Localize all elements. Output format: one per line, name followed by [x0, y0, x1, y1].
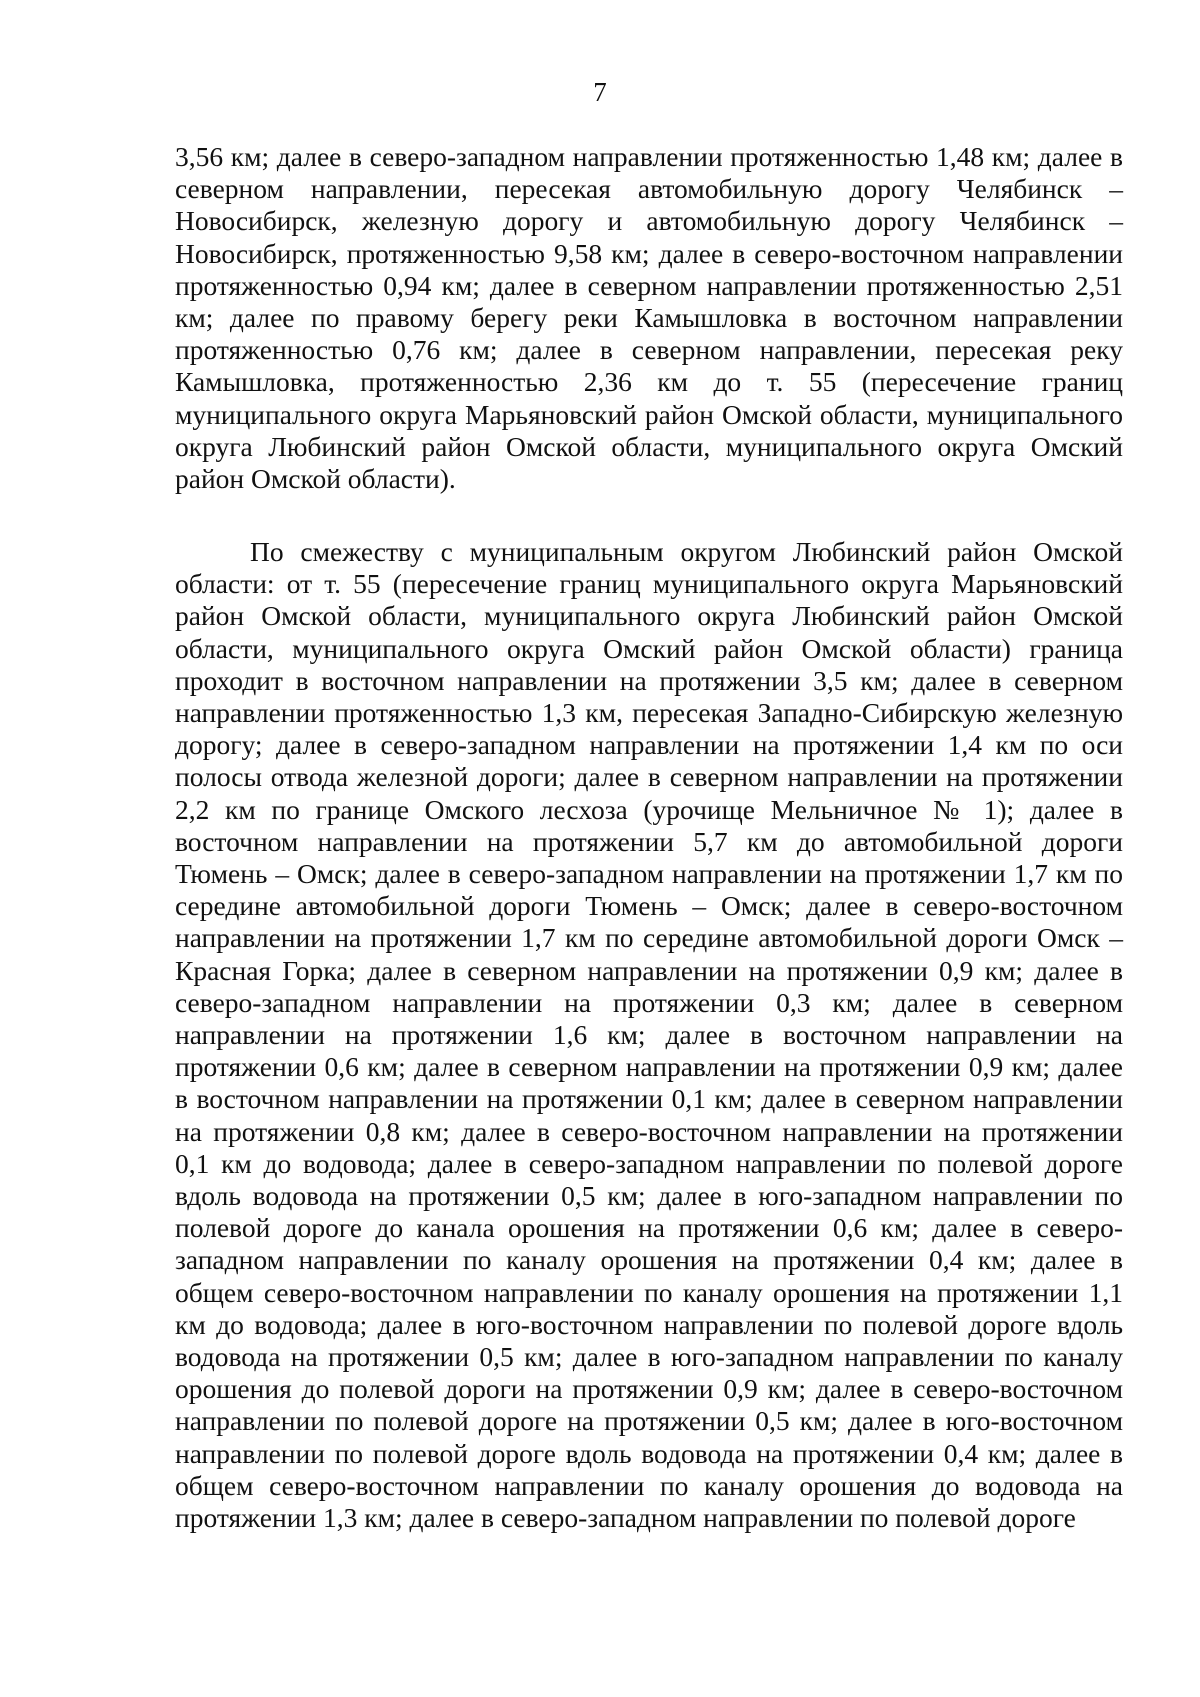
paragraph-text: 3,56 км; далее в северо-западном направлении протяженностью 1,48 км; далее в северном направлении, пересекая автомобильную дорогу Челябинск – Новосибирск, железную дорогу и автомобильную дорогу Челябинск – Новосибирск, протяженностью 9,58 км; далее в северо-восточном направлении протяженностью 0,94 км; далее в северном направлении протяженностью 2,51 км; далее по правому берегу реки Камышловка в восточном направлении протяженностью 0,76 км; далее в северном направлении, пересекая реку Камышловка, протяженностью 2,36 км до т. 55 (пересечение границ муниципального округа Марьяновский район Омской области, муниципального округа Любинский район Омской области, муниципального округа Омский район Омской области).	[175, 141, 1123, 495]
paragraph-lyubinsky-border	[175, 536, 1123, 1534]
paragraph-text: По смежеству с муниципальным округом Любинский район Омской области: от т. 55 (пересечение границ муниципального округа Марьяновский район Омской области, муниципального округа Любинский район Омской области, муниципального округа Омский район Омской области) граница проходит в восточном направлении на протяжении 3,5 км; далее в северном направлении протяженностью 1,3 км, пересекая Западно-Сибирскую железную дорогу; далее в северо-западном направлении на протяжении 1,4 км по оси полосы отвода железной дороги; далее в северном направлении на протяжении 2,2 км по границе Омского лесхоза (урочище Мельничное № 1); далее в восточном направлении на протяжении 5,7 км до автомобильной дороги Тюмень – Омск; далее в северо-западном направлении на протяжении 1,7 км по середине автомобильной дороги Тюмень – Омск; далее в северо-восточном направлении на протяжении 1,7 км по середине автомобильной дороги Омск – Красная Горка; далее в северном направлении на протяжении 0,9 км; далее в северо-западном направлении на протяжении 0,3 км; далее в северном направлении на протяжении 1,6 км; далее в восточном направлении на протяжении 0,6 км; далее в северном направлении на протяжении 0,9 км; далее в восточном направлении на протяжении 0,1 км; далее в северном направлении на протяжении 0,8 км; далее в северо-восточном направлении на протяжении 0,1 км до водовода; далее в северо-западном направлении по полевой дороге вдоль водовода на протяжении 0,5 км; далее в юго-западном направлении по полевой дороге до канала орошения на протяжении 0,6 км; далее в северо-западном направлении по каналу орошения на протяжении 0,4 км; далее в общем северо-восточном направлении по каналу орошения на протяжении 1,1 км до водовода; далее в юго-восточном направлении по полевой дороге вдоль водовода на протяжении 0,5 км; далее в юго-западном направлении по каналу орошения до полевой дороги на протяжении 0,9 км; далее в северо-восточном направлении по полевой дороге на протяжении 0,5 км; далее в юго-восточном направлении по полевой дороге вдоль водовода на протяжении 0,4 км; далее в общем северо-восточном направлении по каналу орошения до водовода на протяжении 1,3 км; далее в северо-западном направлении по полевой дороге	[175, 536, 1123, 1534]
paragraph-continuation	[175, 141, 1123, 495]
page-number: 7	[593, 77, 607, 107]
